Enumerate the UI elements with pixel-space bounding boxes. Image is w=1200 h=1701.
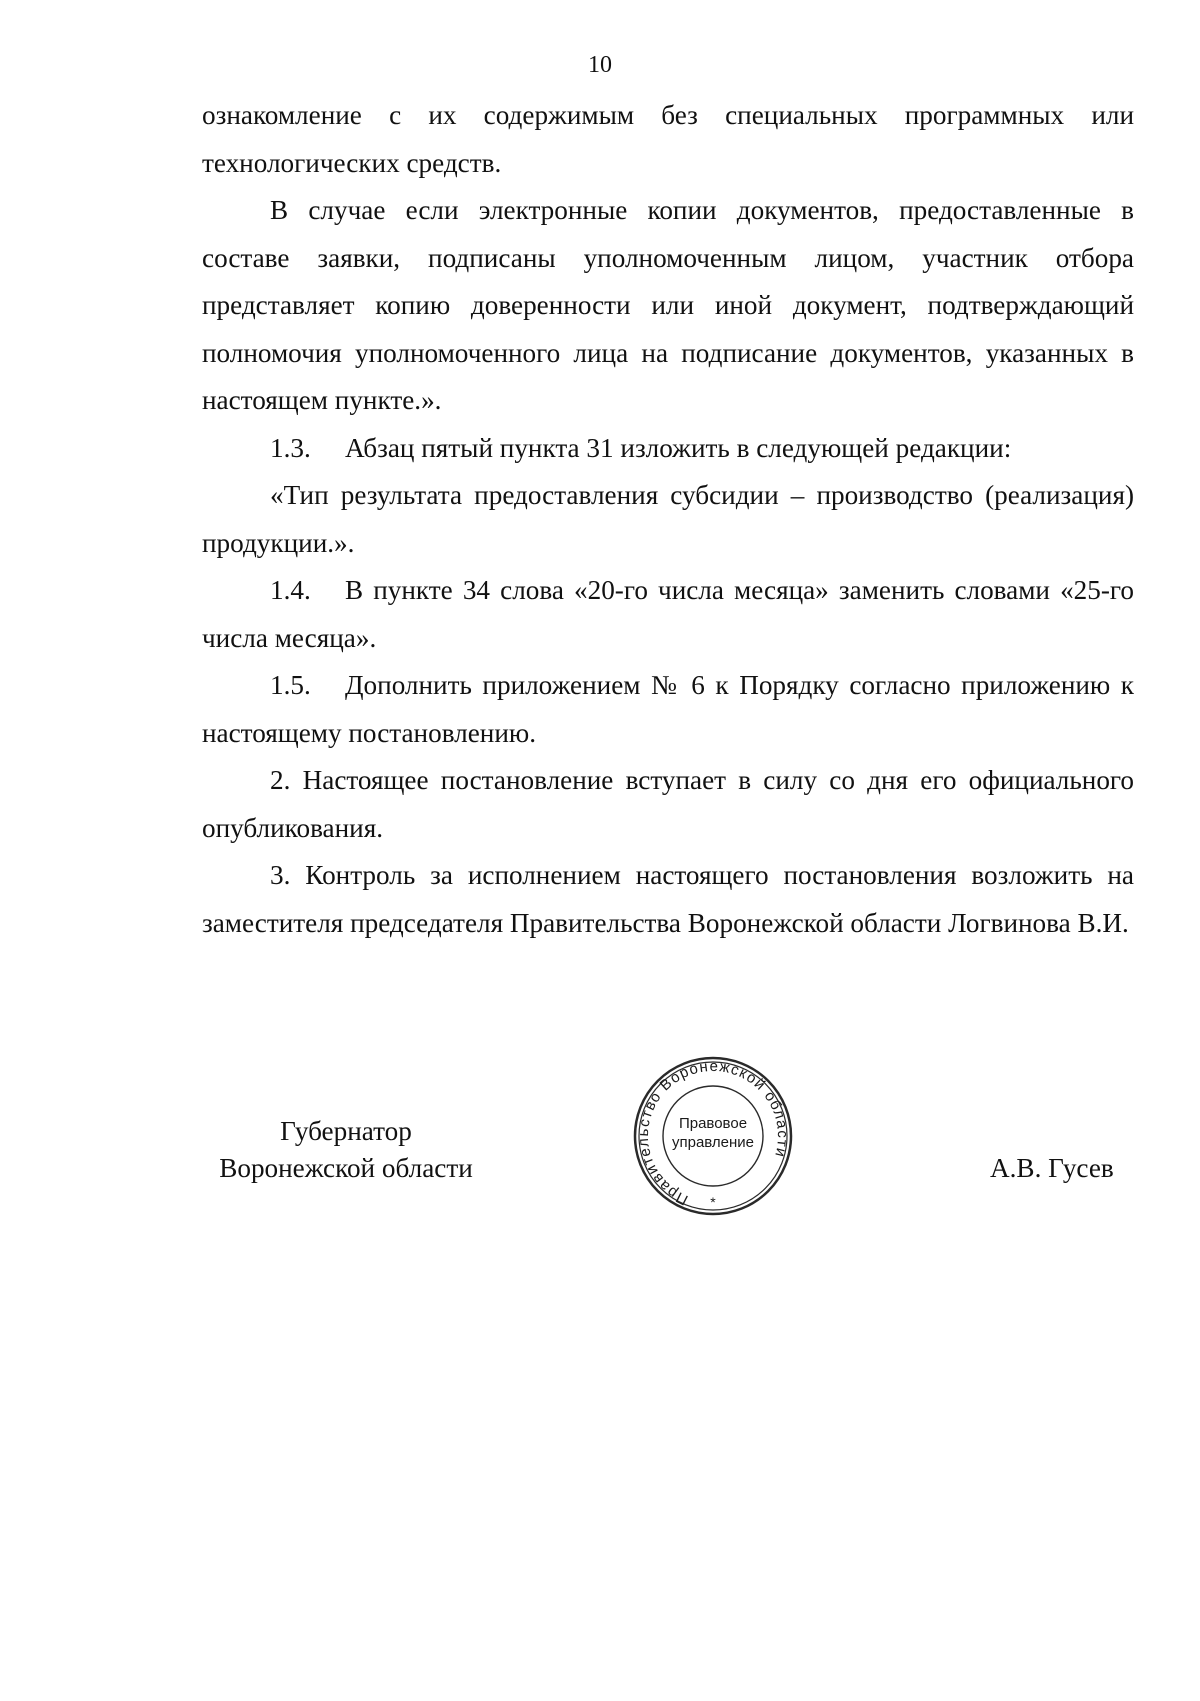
stamp-center-line2: управление [671,1134,755,1151]
paragraph-item-2 [202,757,1134,852]
paragraph-text: В пункте 34 слова «20-го числа месяца» заменить словами «25-го числа месяца». [202,575,1134,653]
paragraph-text: Абзац пятый пункта 31 изложить в следующей редакции: [345,432,1012,463]
page-number: 10 [588,52,612,78]
stamp-center-line1: Правовое [678,1115,748,1132]
signatory-title-line1: Губернатор [280,1116,412,1146]
signatory-name: А.В. Гусев [990,1153,1114,1183]
paragraph-text: Дополнить приложением № 6 к Порядку согласно приложению к настоящему постановлению. [202,670,1134,748]
paragraph-continuation [202,92,1134,187]
paragraph-item-1-5 [202,662,1134,757]
signatory-title [196,1113,496,1187]
item-number: 1.3. [270,432,311,463]
paragraph-item-1-3 [202,425,1134,473]
stamp-center-text [664,1114,762,1152]
stamp-ring-text: Правительство Воронежской области [634,1057,792,1209]
stamp-star: * [710,1194,716,1210]
stamp-seal-graphic [632,1055,794,1217]
paragraph-text: В случае если электронные копии документов, предоставленные в составе заявки, подписаны уполномоченным лицом, участник отбора представляет копию доверенности или иной документ, подтверждающий полномочия уполномоченного лица на подписание документов, указанных в настоящем пункте.». [202,195,1134,415]
document-body [202,92,1134,947]
svg-text:Правительство Воронежской обла [635,1058,791,1208]
signatory-title-line2: Воронежской области [219,1153,473,1183]
item-number: 1.5. [270,670,311,700]
paragraph-text: 3. Контроль за исполнением настоящего постановления возложить на заместителя председателя Правительства Воронежской области Логвинова В.И. [202,860,1134,938]
paragraph-quote [202,472,1134,567]
paragraph-item-3 [202,852,1134,947]
paragraph-text: ознакомление с их содержимым без специальных программных или технологических средств. [202,100,1134,178]
item-number: 1.4. [270,575,311,605]
paragraph-text: «Тип результата предоставления субсидии – производство (реализация) продукции.». [202,480,1134,558]
official-stamp [632,1055,794,1217]
paragraph-text: 2. Настоящее постановление вступает в силу со дня его официального опубликования. [202,765,1134,843]
paragraph-item-1-4 [202,567,1134,662]
paragraph-signed-copies [202,187,1134,425]
